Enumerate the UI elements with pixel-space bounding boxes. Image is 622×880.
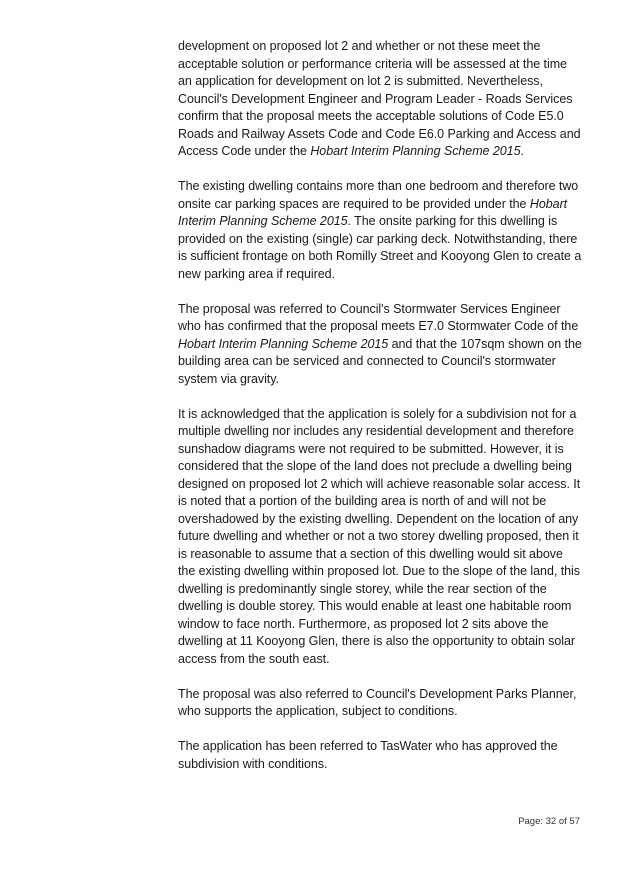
text-segment: It is acknowledged that the application is solely for a subdivision not for a multiple dwelling nor includes any residential development and therefore sunshadow diagrams were not required to be submitted. However, it is considered that the slope of the land does not preclude a dwelling being designed on proposed lot 2 which will achieve reasonable solar access. It is noted that a portion of the building area is north of and will not be overshadowed by the existing dwelling. Dependent on the location of any future dwelling and whether or not a two storey dwelling proposed, then it is reasonable to assume that a section of this dwelling would sit above the existing dwelling within proposed lot. Due to the slope of the land, this dwelling is predominantly single storey, while the rear section of the dwelling is double storey. This would enable at least one habitable room window to face north. Furthermore, as proposed lot 2 sits above the dwelling at 11 Kooyong Glen, there is also the opportunity to obtain solar access from the south east. — [178, 406, 581, 666]
text-segment: The existing dwelling contains more than one bedroom and therefore two onsite car parking spaces are required to be provided under the — [178, 179, 579, 211]
text-segment: The application has been referred to TasWater who has approved the subdivision with conditions. — [178, 739, 558, 771]
scheme-name: Hobart Interim Planning Scheme 2015 — [310, 144, 521, 158]
scheme-name: Hobart Interim Planning Scheme 2015 — [178, 196, 568, 228]
text-segment: development on proposed lot 2 and whether or not these meet the acceptable solution or performance criteria will be assessed at the time an application for development on lot 2 is submitted. Nevertheless, Council's Development Engineer and Program Leader - Roads Services confirm that the proposal meets the acceptable solutions of Code E5.0 Roads and Railway Assets Code and Code E6.0 Parking and Access and Access Code under the — [178, 39, 581, 158]
text-segment: . The onsite parking for this dwelling is provided on the existing (single) car parking deck. Notwithstanding, there is sufficient frontage on both Romilly Street and Kooyong Glen to create a new parking area if required. — [178, 214, 582, 281]
text-segment: and that the 107sqm shown on the building area can be serviced and connected to Council's stormwater system via gravity. — [178, 336, 582, 386]
paragraph-stormwater — [178, 301, 582, 389]
text-segment: The proposal was also referred to Council's Development Parks Planner, who supports the application, subject to conditions. — [178, 686, 577, 718]
paragraph-solar-access — [178, 406, 582, 669]
paragraph-access-code — [178, 38, 582, 161]
scheme-name: Hobart Interim Planning Scheme 2015 — [178, 336, 389, 351]
paragraph-taswater — [178, 738, 582, 773]
paragraph-parking — [178, 178, 582, 283]
text-segment: The proposal was referred to Council's Stormwater Services Engineer who has confirmed that the proposal meets E7.0 Stormwater Code of the — [178, 301, 579, 333]
page-number: Page: 32 of 57 — [518, 816, 580, 827]
body-text — [178, 38, 582, 791]
text-segment: . — [520, 144, 524, 158]
paragraph-parks-planner — [178, 686, 582, 721]
